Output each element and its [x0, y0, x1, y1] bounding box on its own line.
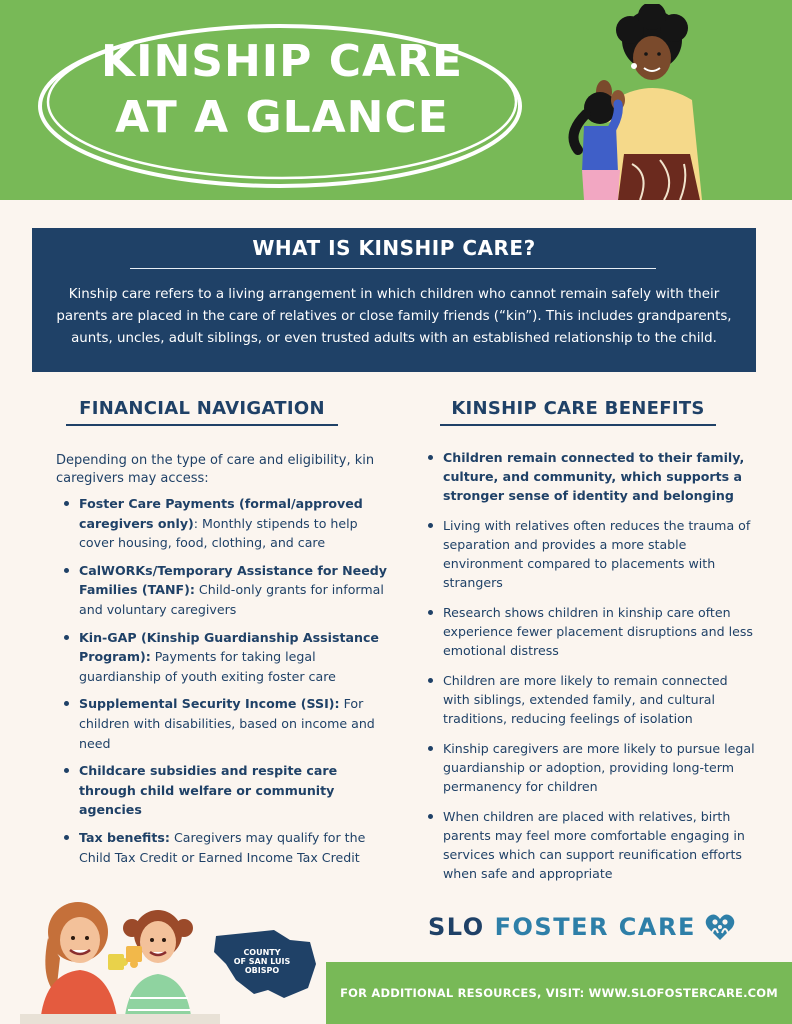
- list-item: [64, 694, 394, 753]
- footer-banner: [326, 962, 792, 1024]
- list-item: [64, 494, 394, 553]
- item-bold: Supplemental Security Income (SSI):: [79, 696, 340, 712]
- item-text: Payments for taking legal guardianship of youth exiting foster care: [79, 649, 336, 684]
- financial-list: [64, 494, 394, 875]
- list-item: When children are placed with relatives, birth parents may feel more comfortable engaging in services which can support reunification efforts when safe and appropriate: [428, 807, 758, 883]
- woman-girl-high-five-illustration: [560, 4, 780, 200]
- what-heading: WHAT IS KINSHIP CARE?: [252, 236, 536, 260]
- header-banner: [0, 0, 792, 200]
- financial-intro: Depending on the type of care and eligibility, kin caregivers may access:: [56, 453, 375, 486]
- item-text: Caregivers may qualify for the Child Tax Credit or Earned Income Tax Credit: [79, 829, 366, 865]
- financial-heading-underline: [66, 424, 338, 426]
- financial-heading: FINANCIAL NAVIGATION: [79, 398, 325, 419]
- slo-foster-care-logo: [428, 910, 736, 944]
- heading-divider: [130, 268, 656, 269]
- what-is-kinship-care-panel: [32, 228, 756, 372]
- what-description: Kinship care refers to a living arrangement in which children who cannot remain safely with their parents are placed in the care of relatives or close family friends (“kin”). This includes grandparents, aunts, uncles, adult siblings, or even trusted adults with an established relationship to the child.: [56, 287, 732, 346]
- item-text: For children with disabilities, based on income and need: [79, 696, 375, 751]
- benefits-heading-underline: [440, 424, 716, 426]
- heart-family-icon: [704, 911, 736, 943]
- item-text: Child-only grants for informal and voluntary caregivers: [79, 582, 384, 617]
- county-line-1: COUNTY: [243, 948, 281, 957]
- brand-slo: SLO: [428, 913, 485, 941]
- two-girls-puzzle-illustration: [20, 898, 220, 1024]
- county-line-2: OF SAN LUIS: [233, 957, 291, 966]
- list-item: Kinship caregivers are more likely to pursue legal guardianship or adoption, providing long-term permanency for children: [428, 739, 758, 796]
- list-item: Children remain connected to their family, culture, and community, which supports a stronger sense of identity and belonging: [428, 448, 758, 505]
- item-bold: Tax benefits:: [79, 829, 170, 845]
- list-item: Living with relatives often reduces the trauma of separation and provides a more stable environment compared to placements with strangers: [428, 516, 758, 592]
- title-line-1: KINSHIP CARE: [100, 36, 464, 87]
- county-line-3: OBISPO: [244, 966, 280, 975]
- item-bold: CalWORKs/Temporary Assistance for Needy Families (TANF):: [79, 562, 387, 598]
- benefits-list: [428, 448, 758, 894]
- item-text: : Monthly stipends to help cover housing, food, clothing, and care: [79, 515, 358, 551]
- item-bold: Kin-GAP (Kinship Guardianship Assistance Program):: [79, 629, 379, 665]
- list-item: [64, 828, 394, 867]
- list-item: [64, 561, 394, 620]
- brand-foster-care: FOSTER CARE: [494, 913, 696, 941]
- page-title: [62, 34, 502, 146]
- list-item: [64, 628, 394, 687]
- benefits-heading: KINSHIP CARE BENEFITS: [451, 398, 705, 419]
- item-bold: Foster Care Payments (formal/approved caregivers only): [79, 496, 363, 531]
- item-bold: Childcare subsidies and respite care through child welfare or community agencies: [79, 763, 338, 818]
- title-line-2: AT A GLANCE: [115, 92, 449, 143]
- resources-link-text[interactable]: FOR ADDITIONAL RESOURCES, VISIT: WWW.SLOFOSTERCARE.COM: [340, 986, 778, 1000]
- list-item: [64, 761, 394, 820]
- county-name: [232, 948, 292, 975]
- list-item: Children are more likely to remain connected with siblings, extended family, and cultural traditions, reducing feelings of isolation: [428, 671, 758, 728]
- list-item: Research shows children in kinship care often experience fewer placement disruptions and less emotional distress: [428, 603, 758, 660]
